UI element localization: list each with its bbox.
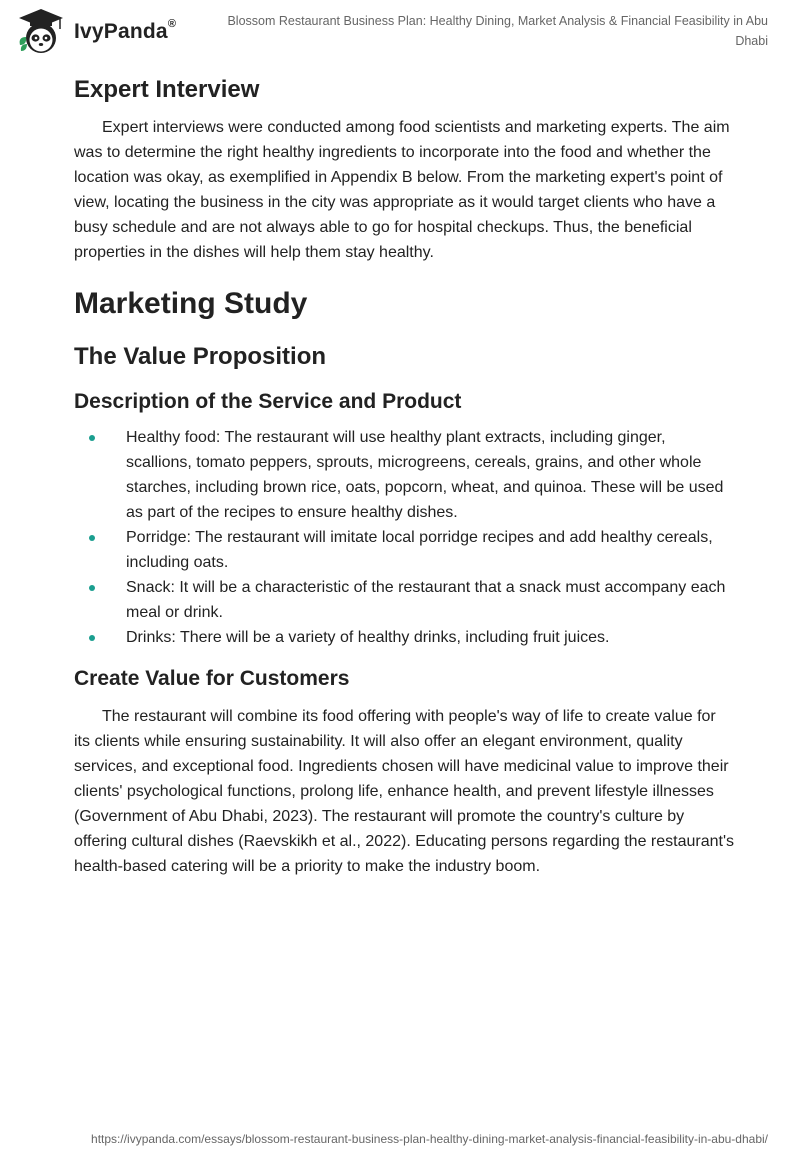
page-header xyxy=(0,0,800,64)
list-item-text: Porridge: The restaurant will imitate local porridge recipes and add healthy cereals, including oats. xyxy=(126,529,713,571)
panda-graduate-icon xyxy=(16,7,66,57)
list-item xyxy=(74,525,734,575)
list-item-text: Drinks: There will be a variety of healthy drinks, including fruit juices. xyxy=(126,629,610,646)
heading-expert-interview: Expert Interview xyxy=(74,76,260,103)
list-item-text: Snack: It will be a characteristic of the restaurant that a snack must accompany each meal or drink. xyxy=(126,579,726,621)
heading-value-proposition: The Value Proposition xyxy=(74,343,327,370)
article-body xyxy=(74,70,734,879)
ivypanda-logo[interactable] xyxy=(16,8,176,56)
product-bullet-list xyxy=(74,425,734,650)
heading-description-service-product: Description of the Service and Product xyxy=(74,390,462,413)
heading-marketing-study: Marketing Study xyxy=(74,287,308,320)
bullet-dot-icon xyxy=(89,585,95,591)
paragraph-expert-interview: Expert interviews were conducted among food scientists and marketing experts. The aim was to determine the right healthy ingredients to incorporate into the food and whether the location was okay, as exemplified in Appendix B below. From the marketing expert's point of view, locating the business in the city was appropriate as it would target clients who have a busy schedule and are not always able to go for hospital checkups. Thus, the beneficial properties in the dishes will help them stay healthy. xyxy=(74,119,730,261)
list-item xyxy=(74,575,734,625)
heading-create-value: Create Value for Customers xyxy=(74,667,350,690)
logo-wordmark: IvyPanda® xyxy=(74,18,177,43)
footer-url-link[interactable]: https://ivypanda.com/essays/blossom-restaurant-business-plan-healthy-dining-market-analysis-financial-feasibility-in-abu-dhabi/ xyxy=(91,1132,768,1146)
document-title: Blossom Restaurant Business Plan: Healthy Dining, Market Analysis & Financial Feasibility in Abu Dhabi xyxy=(227,14,768,48)
paragraph-create-value: The restaurant will combine its food offering with people's way of life to create value for its clients while ensuring sustainability. It will also offer an elegant environment, quality services, and exceptional food. Ingredients chosen will have medicinal value to improve their clients' psychological functions, prolong life, enhance health, and prevent lifestyle illnesses (Government of Abu Dhabi, 2023). The restaurant will promote the country's culture by offering cultural dishes (Raevskikh et al., 2022). Educating persons regarding the restaurant's health-based catering will be a priority to make the industry boom. xyxy=(74,708,735,875)
list-item xyxy=(74,625,734,650)
bullet-dot-icon xyxy=(89,535,95,541)
bullet-dot-icon xyxy=(89,635,95,641)
list-item xyxy=(74,425,734,525)
bullet-dot-icon xyxy=(89,435,95,441)
list-item-text: Healthy food: The restaurant will use healthy plant extracts, including ginger, scallions, tomato peppers, sprouts, microgreens, cereals, grains, and other whole starches, including brown rice, oats, popcorn, wheat, and quinoa. These will be used as part of the recipes to ensure healthy dishes. xyxy=(126,429,724,521)
